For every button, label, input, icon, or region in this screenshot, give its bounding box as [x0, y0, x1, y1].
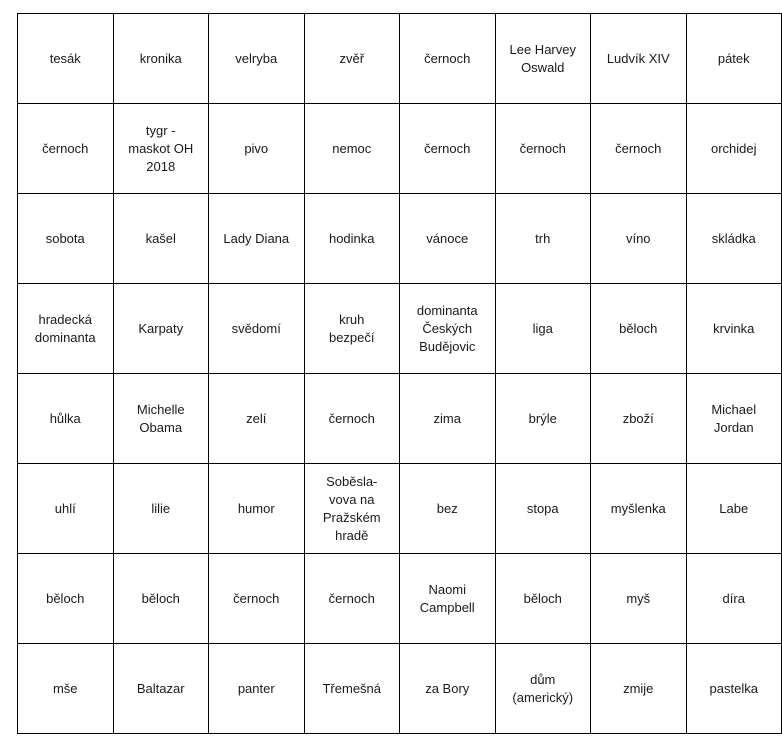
cell-text: myš: [626, 590, 651, 606]
cell-text: hradecká dominanta: [34, 311, 96, 345]
cell-text: skládka: [711, 230, 756, 246]
grid-cell: [209, 554, 305, 644]
cell-text: kašel: [145, 230, 176, 246]
cell-text: tesák: [49, 50, 81, 66]
grid-cell: [495, 104, 591, 194]
cell-text: svědomí: [231, 320, 281, 336]
cell-text: Michelle Obama: [136, 401, 185, 435]
cell-text: vánoce: [426, 230, 469, 246]
cell-text: Lee Harvey Oswald: [509, 41, 576, 75]
cell-text: brýle: [528, 410, 557, 426]
grid-cell: [18, 194, 114, 284]
cell-text: černoch: [519, 140, 566, 156]
cell-text: běloch: [523, 590, 562, 606]
cell-text: Třemešná: [322, 680, 382, 696]
cell-text: Baltazar: [136, 680, 185, 696]
cell-text: kronika: [139, 50, 182, 66]
grid-cell: [113, 104, 209, 194]
grid-cell: [495, 554, 591, 644]
grid-cell: [304, 464, 400, 554]
grid-row-3: [18, 194, 782, 284]
grid-cell: [113, 554, 209, 644]
cell-text: Karpaty: [138, 320, 184, 336]
cell-text: černoch: [424, 140, 471, 156]
grid-cell: [113, 374, 209, 464]
grid-cell: [304, 284, 400, 374]
cell-text: kruh bezpečí: [328, 311, 375, 345]
cell-text: Labe: [719, 500, 749, 516]
cell-text: hůlka: [49, 410, 81, 426]
grid-cell: [591, 644, 687, 734]
cell-text: velryba: [235, 50, 278, 66]
cell-text: běloch: [46, 590, 85, 606]
grid-cell: [113, 464, 209, 554]
grid-cell: [591, 284, 687, 374]
cell-text: černoch: [615, 140, 662, 156]
grid-cell: [686, 284, 782, 374]
grid-cell: [304, 194, 400, 284]
cell-text: pivo: [244, 140, 269, 156]
cell-text: zelí: [246, 410, 267, 426]
cell-text: zboží: [622, 410, 654, 426]
cell-text: nemoc: [332, 140, 372, 156]
grid-cell: [113, 194, 209, 284]
grid-cell: [113, 644, 209, 734]
grid-cell: [304, 644, 400, 734]
cell-text: Michael Jordan: [711, 401, 757, 435]
cell-text: černoch: [42, 140, 89, 156]
grid-cell: [400, 14, 496, 104]
cell-text: černoch: [328, 590, 375, 606]
grid-cell: [18, 464, 114, 554]
grid-cell: [113, 284, 209, 374]
grid-cell: [686, 194, 782, 284]
grid-cell: [591, 104, 687, 194]
grid-cell: [591, 554, 687, 644]
cell-text: černoch: [328, 410, 375, 426]
word-grid-table: [17, 13, 782, 734]
grid-cell: [113, 14, 209, 104]
grid-cell: [686, 644, 782, 734]
grid-cell: [591, 194, 687, 284]
cell-text: panter: [237, 680, 275, 696]
cell-text: zima: [433, 410, 461, 426]
cell-text: černoch: [424, 50, 471, 66]
grid-cell: [686, 554, 782, 644]
grid-cell: [209, 194, 305, 284]
cell-text: Naomi Campbell: [419, 581, 475, 615]
cell-text: myšlenka: [610, 500, 666, 516]
grid-cell: [18, 374, 114, 464]
grid-row-8: [18, 644, 782, 734]
grid-cell: [209, 104, 305, 194]
cell-text: díra: [722, 590, 745, 606]
cell-text: lilie: [151, 500, 171, 516]
cell-text: dominanta Českých Budějovic: [416, 302, 478, 354]
grid-cell: [495, 194, 591, 284]
cell-text: tygr - maskot OH 2018: [128, 122, 194, 174]
grid-cell: [686, 104, 782, 194]
grid-cell: [400, 554, 496, 644]
cell-text: mše: [52, 680, 78, 696]
cell-text: hodinka: [328, 230, 375, 246]
grid-cell: [686, 14, 782, 104]
grid-cell: [209, 14, 305, 104]
grid-cell: [304, 104, 400, 194]
cell-text: Ludvík XIV: [606, 50, 670, 66]
grid-cell: [495, 14, 591, 104]
cell-text: pátek: [717, 50, 750, 66]
cell-text: sobota: [45, 230, 85, 246]
grid-row-2: [18, 104, 782, 194]
grid-cell: [591, 464, 687, 554]
cell-text: Lady Diana: [223, 230, 290, 246]
grid-cell: [209, 374, 305, 464]
cell-text: uhlí: [54, 500, 76, 516]
cell-text: černoch: [233, 590, 280, 606]
grid-cell: [686, 374, 782, 464]
grid-cell: [400, 374, 496, 464]
grid-row-6: [18, 464, 782, 554]
grid-cell: [495, 644, 591, 734]
grid-cell: [400, 284, 496, 374]
grid-row-5: [18, 374, 782, 464]
grid-cell: [686, 464, 782, 554]
grid-cell: [18, 14, 114, 104]
cell-text: zmije: [623, 680, 654, 696]
cell-text: víno: [625, 230, 651, 246]
cell-text: běloch: [619, 320, 658, 336]
grid-cell: [495, 464, 591, 554]
cell-text: liga: [532, 320, 553, 336]
cell-text: krvinka: [713, 320, 755, 336]
grid-cell: [591, 14, 687, 104]
grid-cell: [495, 284, 591, 374]
cell-text: bez: [436, 500, 458, 516]
grid-cell: [304, 554, 400, 644]
cell-text: orchidej: [710, 140, 757, 156]
grid-cell: [18, 554, 114, 644]
grid-row-4: [18, 284, 782, 374]
grid-cell: [304, 374, 400, 464]
cell-text: dům (americký): [512, 671, 574, 705]
grid-cell: [18, 104, 114, 194]
grid-cell: [209, 464, 305, 554]
cell-text: za Bory: [425, 680, 470, 696]
grid-cell: [400, 104, 496, 194]
grid-cell: [400, 644, 496, 734]
cell-text: humor: [237, 500, 275, 516]
grid-cell: [400, 194, 496, 284]
cell-text: zvěř: [339, 50, 365, 66]
grid-cell: [209, 284, 305, 374]
cell-text: běloch: [141, 590, 180, 606]
grid-cell: [495, 374, 591, 464]
cell-text: trh: [535, 230, 551, 246]
grid-row-1: [18, 14, 782, 104]
cell-text: pastelka: [709, 680, 758, 696]
grid-row-7: [18, 554, 782, 644]
grid-cell: [591, 374, 687, 464]
grid-cell: [18, 284, 114, 374]
cell-text: stopa: [526, 500, 559, 516]
grid-cell: [18, 644, 114, 734]
grid-cell: [304, 14, 400, 104]
grid-cell: [209, 644, 305, 734]
grid-cell: [400, 464, 496, 554]
cell-text: Soběsla- vova na Pražském hradě: [322, 473, 381, 543]
